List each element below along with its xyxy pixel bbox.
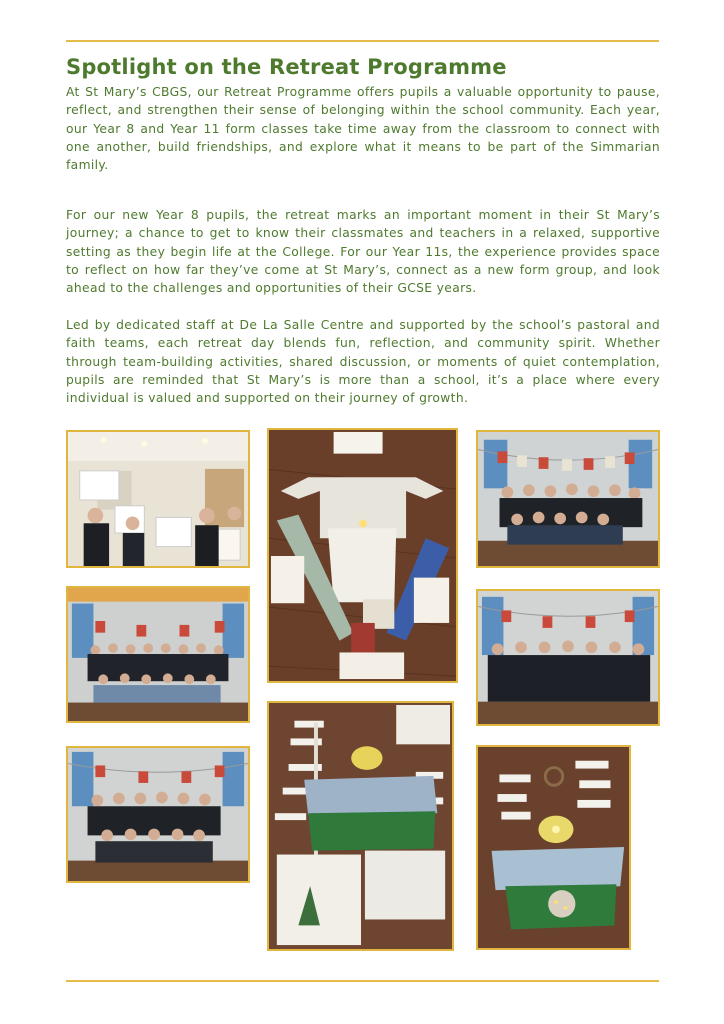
intro-paragraph: At St Mary’s CBGS, our Retreat Programme offers pupils a valuable opportunity to pause, reflect, and strengthen their sense of belonging within the school community. Each year, our Year 8 and Year 11 form classes take time away from the classroom to connect with one another, build friendships, and explore what it means to be part of the Simmarian family.	[66, 85, 660, 173]
top-divider	[66, 40, 659, 42]
photo-reflection-display	[267, 428, 458, 683]
bottom-divider	[66, 980, 659, 982]
photo-group-bunting-4	[66, 746, 250, 883]
photo-pupils-with-posters	[66, 430, 250, 568]
photo-candle-display	[476, 745, 631, 950]
staff-paragraph: Led by dedicated staff at De La Salle Centre and supported by the school’s pastoral and faith teams, each retreat day blends fun, reflection, and community spirit. Whether through team-building activities, shared discussion, or moments of quiet contemplation, pupils are reminded that St Mary’s is more than a school, it’s a place where every individual is valued and supported on their journey of growth.	[66, 318, 660, 406]
photo-group-bunting-1	[476, 430, 660, 568]
page-title: Spotlight on the Retreat Programme	[66, 55, 507, 79]
year-groups-paragraph: For our new Year 8 pupils, the retreat marks an important moment in their St Mary’s journey; a chance to get to know their classmates and teachers in a relaxed, supportive setting as they begin life at the College. For our Year 11s, the experience provides space to reflect on how far they’ve come at St Mary’s, connect as a new form group, and look ahead to the challenges and opportunities of their GCSE years.	[66, 208, 660, 296]
photo-signpost-display	[267, 701, 454, 951]
photo-group-bunting-3	[476, 589, 660, 726]
photo-group-bunting-2	[66, 586, 250, 723]
